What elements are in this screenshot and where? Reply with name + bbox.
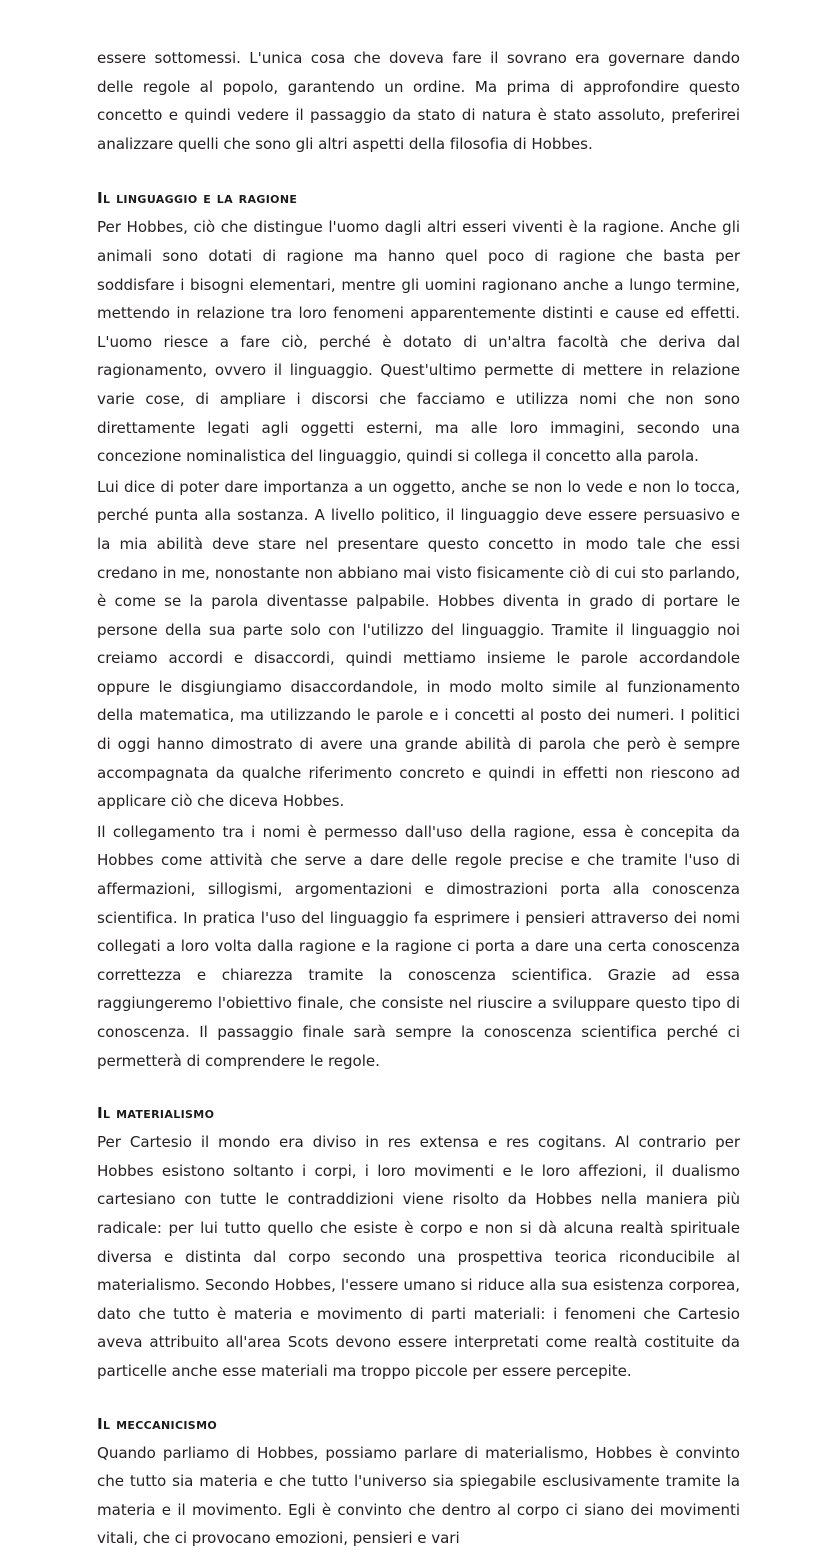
section-materialismo-paragraph-1: Per Cartesio il mondo era diviso in res extensa e res cogitans. Al contrario per Hobbes esistono soltanto i corpi, i loro movimenti e le loro affezioni, il dualismo cartesiano con tutte le contraddizioni viene risolto da Hobbes nella maniera più radicale: per lui tutto quello che esiste è corpo e non si dà alcuna realtà spirituale diversa e distinta dal corpo secondo una prospettiva teorica riconducibile al materialismo. Secondo Hobbes, l'essere umano si riduce alla sua esistenza corporea, dato che tutto è materia e movimento di parti materiali: i fenomeni che Cartesio aveva attribuito all'area Scots devono essere interpretati come realtà costituite da particelle anche esse materiali ma troppo piccole per essere percepite. (97, 1133, 740, 1380)
section-linguaggio-paragraph-3: Il collegamento tra i nomi è permesso dall'uso della ragione, essa è concepita da Hobbes come attività che serve a dare delle regole precise e che tramite l'uso di affermazioni, sillogismi, argomentazioni e dimostrazioni porta alla conoscenza scientifica. In pratica l'uso del linguaggio fa esprimere i pensieri attraverso dei nomi collegati a loro volta dalla ragione e la ragione ci porta a dare una certa conoscenza correttezza e chiarezza tramite la conoscenza scientifica. Grazie ad essa raggiungeremo l'obiettivo finale, che consiste nel riuscire a sviluppare questo tipo di conoscenza. Il passaggio finale sarà sempre la conoscenza scientifica perché ci permetterà di comprendere le regole. (97, 822, 740, 1070)
section-linguaggio-paragraph-1: Per Hobbes, ciò che distingue l'uomo dagli altri esseri viventi è la ragione. Anche gli animali sono dotati di ragione ma hanno quel poco di ragione che basta per soddisfare i bisogni elementari, mentre gli uomini ragionano anche a lungo termine, mettendo in relazione tra loro fenomeni apparentemente distinti e cause ed effetti. L'uomo riesce a fare ciò, perché è dotato di un'altra facoltà che deriva dal ragionamento, ovvero il linguaggio. Quest'ultimo permette di mettere in relazione varie cose, di ampliare i discorsi che facciamo e utilizza nomi che non sono direttamente legati agli oggetti esterni, ma alle loro immagini, secondo una concezione nominalistica del linguaggio, quindi si collega il concetto alla parola. (97, 218, 740, 466)
section-heading-materialismo: Il materialismo (97, 1104, 215, 1123)
section-meccanicismo-paragraph-1: Quando parliamo di Hobbes, possiamo parlare di materialismo, Hobbes è convinto che tutto sia materia e che tutto l'universo sia spiegabile esclusivamente tramite la materia e il movimento. Egli è convinto che dentro al corpo ci siano dei movimenti vitali, che ci provocano emozioni, pensieri e vari (97, 1443, 740, 1548)
document-body (97, 44, 740, 1553)
intro-paragraph: essere sottomessi. L'unica cosa che doveva fare il sovrano era governare dando delle regole al popolo, garantendo un ordine. Ma prima di approfondire questo concetto e quindi vedere il passaggio da stato di natura è stato assoluto, preferirei analizzare quelli che sono gli altri aspetti della filosofia di Hobbes. (97, 49, 740, 153)
section-meccanicismo (97, 1411, 740, 1553)
section-linguaggio (97, 185, 740, 1075)
section-heading-meccanicismo: Il meccanicismo (97, 1414, 218, 1433)
section-materialismo (97, 1100, 740, 1385)
section-heading-linguaggio: Il linguaggio e la ragione (97, 189, 298, 208)
section-linguaggio-paragraph-2: Lui dice di poter dare importanza a un oggetto, anche se non lo vede e non lo tocca, perché punta alla sostanza. A livello politico, il linguaggio deve essere persuasivo e la mia abilità deve stare nel presentare questo concetto in modo tale che essi credano in me, nonostante non abbiano mai visto fisicamente ciò di cui sto parlando, è come se la parola diventasse palpabile. Hobbes diventa in grado di portare le persone della sua parte solo con l'utilizzo del linguaggio. Tramite il linguaggio noi creiamo accordi e disaccordi, quindi mettiamo insieme le parole accordandole oppure le disgiungiamo disaccordandole, in modo molto simile al funzionamento della matematica, ma utilizzando le parole e i concetti al posto dei numeri. I politici di oggi hanno dimostrato di avere una grande abilità di parola che però è sempre accompagnata da qualche riferimento concreto e quindi in effetti non riescono ad applicare ciò che diceva Hobbes. (97, 477, 740, 811)
